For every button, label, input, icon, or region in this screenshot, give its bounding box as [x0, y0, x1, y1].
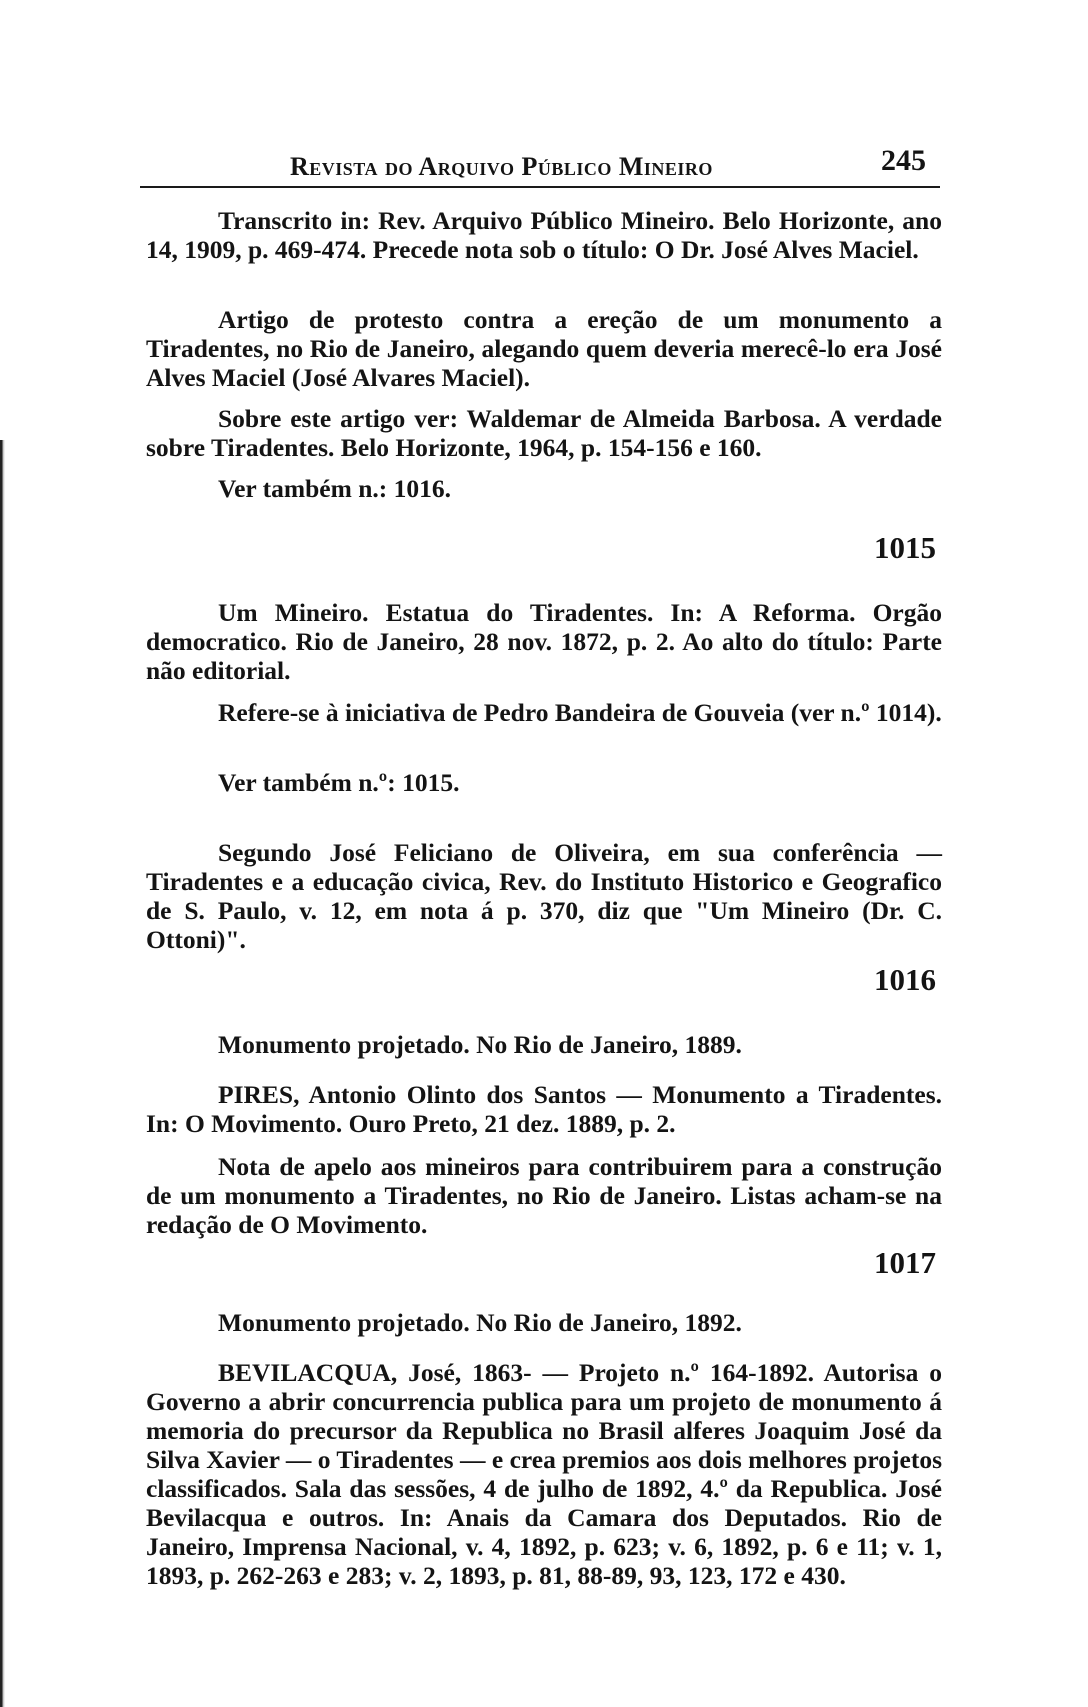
paragraph-segundo-feliciano: Segundo José Feliciano de Oliveira, em sua conferência — Tiradentes e a educação civica, Rev. do Instituto Historico e Geografico de S. Paulo, v. 12, em nota á p. 370, diz que "Um Mineiro (Dr. C. Ottoni)".: [146, 838, 942, 954]
page-number: 245: [881, 144, 926, 177]
paragraph-ver-tambem-1016: Ver também n.: 1016.: [218, 474, 452, 503]
paragraph-monumento-1892: Monumento projetado. No Rio de Janeiro, 1892.: [218, 1308, 742, 1337]
paragraph-um-mineiro: Um Mineiro. Estatua do Tiradentes. In: A Reforma. Orgão democratico. Rio de Janeiro, 28 nov. 1872, p. 2. Ao alto do título: Parte não editorial.: [146, 598, 942, 685]
paragraph-ver-tambem-1015: Ver também n.º: 1015.: [218, 768, 460, 797]
paragraph-nota-apelo: Nota de apelo aos mineiros para contribuirem para a construção de um monumento a Tiradentes, no Rio de Janeiro. Listas acham-se na redação de O Movimento.: [146, 1152, 942, 1239]
paragraph-transcrito: Transcrito in: Rev. Arquivo Público Mineiro. Belo Horizonte, ano 14, 1909, p. 469-474. Precede nota sob o título: O Dr. José Alves Maciel.: [146, 206, 942, 264]
binding-edge: [0, 440, 5, 1707]
entry-number-1016: 1016: [874, 962, 936, 997]
entry-number-1015: 1015: [874, 530, 936, 565]
paragraph-refere-se: Refere-se à iniciativa de Pedro Bandeira de Gouveia (ver n.º 1014).: [218, 698, 942, 727]
paragraph-bevilacqua: BEVILACQUA, José, 1863- — Projeto n.º 164-1892. Autorisa o Governo a abrir concurrencia publica para um projeto de monumento á memoria do precursor da Republica no Brasil alferes Joaquim José da Silva Xavier — o Tiradentes — e crea premios aos dois melhores projetos classificados. Sala das sessões, 4 de julho de 1892, 4.º da Republica. José Bevilacqua e outros. In: Anais da Camara dos Deputados. Rio de Janeiro, Imprensa Nacional, v. 4, 1892, p. 623; v. 6, 1892, p. 6 e 11; v. 1, 1893, p. 262-263 e 283; v. 2, 1893, p. 81, 88-89, 93, 123, 172 e 430.: [146, 1358, 942, 1590]
entry-number-1017: 1017: [874, 1245, 936, 1280]
running-header: [140, 138, 940, 188]
paragraph-artigo-protesto: Artigo de protesto contra a ereção de um monumento a Tiradentes, no Rio de Janeiro, alegando quem deveria merecê-lo era José Alves Maciel (José Alvares Maciel).: [146, 305, 942, 392]
paragraph-sobre-artigo: Sobre este artigo ver: Waldemar de Almeida Barbosa. A verdade sobre Tiradentes. Belo Horizonte, 1964, p. 154-156 e 160.: [146, 404, 942, 462]
paragraph-pires: PIRES, Antonio Olinto dos Santos — Monumento a Tiradentes. In: O Movimento. Ouro Preto, 21 dez. 1889, p. 2.: [146, 1080, 942, 1138]
paragraph-monumento-1889: Monumento projetado. No Rio de Janeiro, 1889.: [218, 1030, 742, 1059]
running-title: Revista do Arquivo Público Mineiro: [290, 152, 713, 181]
